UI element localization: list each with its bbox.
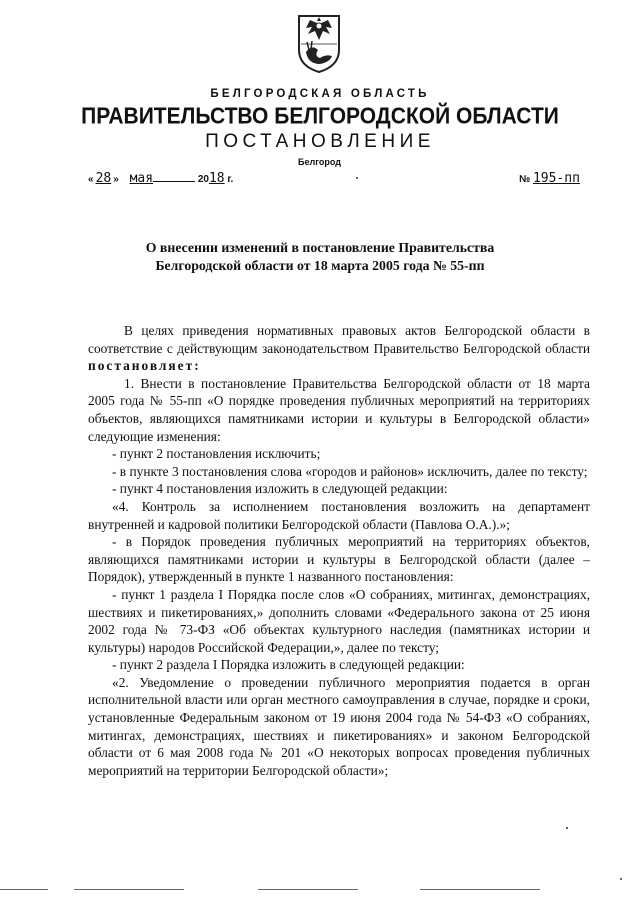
coat-of-arms-icon	[296, 14, 342, 74]
body-paragraph-3: - в пункте 3 постановления слова «городов и районов» исключить, далее по тексту;	[112, 463, 588, 479]
date-month: мая	[129, 171, 154, 186]
date-year-unit: г.	[227, 174, 234, 185]
date-year-prefix: 20	[197, 174, 209, 185]
region-name: БЕЛГОРОДСКАЯ ОБЛАСТЬ	[210, 88, 430, 100]
document-number	[519, 171, 580, 186]
number-value: 195-пп	[532, 171, 580, 186]
title-line-1: О внесении изменений в постановление Правительства	[145, 240, 495, 255]
government-name: ПРАВИТЕЛЬСТВО БЕЛГОРОДСКОЙ ОБЛАСТИ	[81, 103, 559, 130]
document-body	[88, 322, 590, 779]
body-paragraph-5: «4. Контроль за исполнением постановления возложить на департамент внутренней и кадровой политики Белгородской области (Павлова О.А.).»;	[88, 498, 590, 532]
body-paragraph-7: - пункт 1 раздела I Порядка после слов «О собраниях, митингах, демонстрациях, шествиях и пикетированиях,» дополнить словами «Федерального закона от 25 июня 2002 года № 73-ФЗ «Об объектах культурного наследия (памятниках истории и культуры) народов Российской Федерации,», далее по тексту;	[88, 586, 590, 655]
scan-edge-line	[0, 889, 48, 890]
body-paragraph-8: - пункт 2 раздела I Порядка изложить в следующей редакции:	[112, 657, 465, 673]
document-type: ПОСТАНОВЛЕНИЕ	[205, 131, 435, 152]
body-paragraph-4: - пункт 4 постановления изложить в следующей редакции:	[112, 481, 448, 497]
number-sign: №	[519, 174, 531, 185]
city-name: Белгород	[298, 157, 341, 167]
date-close-quote: »	[113, 174, 119, 185]
scan-speck	[356, 177, 358, 179]
preamble-text: В целях приведения нормативных правовых актов Белгородской области в соответствие с действующим законодательством Правительство Белгородской области	[88, 323, 590, 356]
date-open-quote: «	[88, 174, 94, 185]
body-paragraph-9: «2. Уведомление о проведении публичного мероприятия подается в орган исполнительной власти или орган местного самоуправления в случае, порядке и сроки, установленные Федеральным законом от 19 июня 2004 года № 54-ФЗ «О собраниях, митингах, демонстрациях, шествиях и пикетированиях» и законом Белгородской области от 6 мая 2008 года № 201 «О некоторых вопросах проведения публичных мероприятий на территории Белгородской области»;	[88, 674, 590, 778]
scan-edge-line	[420, 889, 540, 890]
scan-speck	[566, 827, 568, 829]
resolution-keyword: постановляет:	[88, 358, 201, 374]
scan-edge-line	[258, 889, 358, 890]
document-title	[0, 239, 640, 275]
body-paragraph-2: - пункт 2 постановления исключить;	[112, 446, 321, 462]
date-day: 28	[95, 171, 112, 186]
document-date	[88, 171, 233, 186]
body-paragraph-6: - в Порядок проведения публичных мероприятий на территориях объектов, являющихся памятниками истории и культуры в Белгородской области (далее – Порядок), утвержденный в пункте 1 названного постановления:	[88, 534, 590, 585]
preamble-paragraph	[88, 322, 590, 375]
body-paragraph-1: 1. Внести в постановление Правительства Белгородской области от 18 марта 2005 года № 55-пп «О порядке проведения публичных мероприятий на территориях объектов, являющихся памятниками истории и культуры в Белгородской области» следующие изменения:	[88, 375, 590, 444]
date-year-suffix: 18	[208, 171, 225, 186]
date-month-underline	[153, 171, 195, 182]
title-line-2: Белгородской области от 18 марта 2005 года № 55-пп	[155, 258, 485, 273]
scan-edge-line	[74, 889, 184, 890]
scan-speck	[620, 878, 622, 880]
